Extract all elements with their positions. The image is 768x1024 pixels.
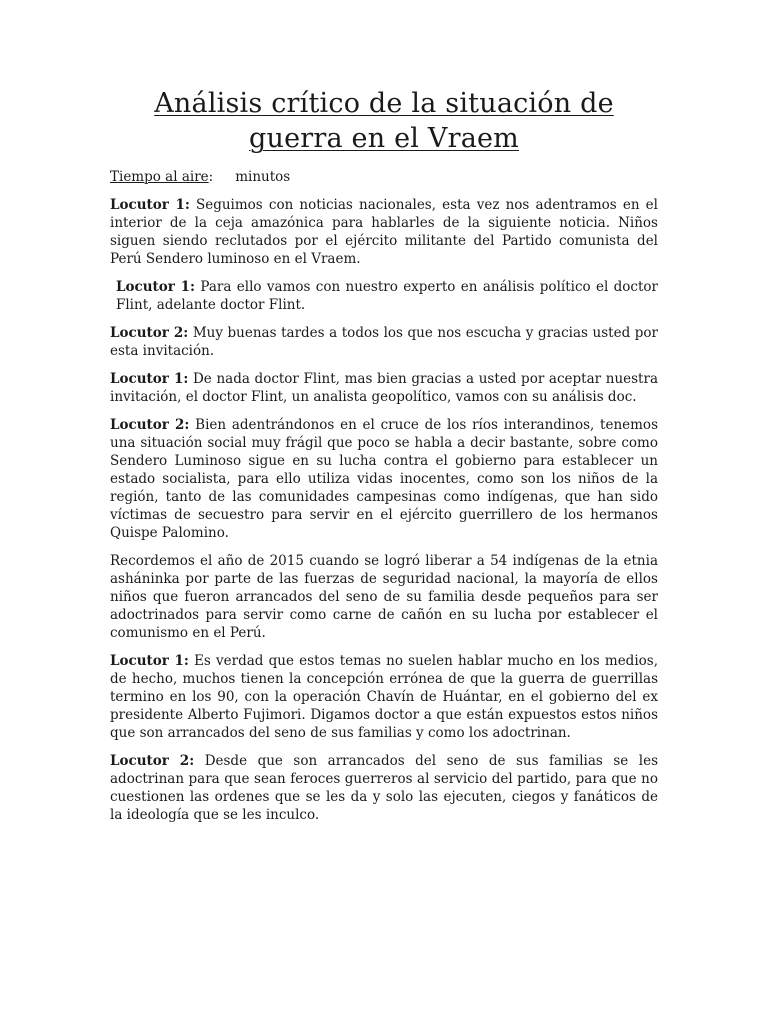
speaker-label: Locutor 2: [110, 753, 195, 769]
speaker-label: Locutor 1: [110, 653, 189, 669]
speaker-label: Locutor 1: [110, 371, 189, 387]
paragraph-4 [110, 370, 658, 406]
paragraph-5 [110, 416, 658, 542]
speaker-label: Locutor 1: [110, 197, 190, 213]
paragraph-8 [110, 752, 658, 824]
paragraph-text: Desde que son arrancados del seno de sus familias se les adoctrinan para que sean feroces guerreros al servicio del partido, para que no cuestionen las ordenes que se les da y solo las ejecuten, ciegos y fanáticos de la ideología que se les inculco. [110, 753, 658, 823]
airtime-colon: : [208, 169, 214, 185]
paragraph-7 [110, 652, 658, 742]
paragraph-text: Muy buenas tardes a todos los que nos escucha y gracias usted por esta invitación. [110, 325, 658, 359]
paragraph-6 [110, 552, 658, 642]
paragraph-3 [110, 324, 658, 360]
speaker-label: Locutor 2: [110, 417, 190, 433]
paragraph-text: Para ello vamos con nuestro experto en análisis político el doctor Flint, adelante doctor Flint. [116, 279, 658, 313]
document-title: Análisis crítico de la situación de guerra en el Vraem [154, 88, 614, 154]
paragraph-text: De nada doctor Flint, mas bien gracias a usted por aceptar nuestra invitación, el doctor Flint, un analista geopolítico, vamos con su análisis doc. [110, 371, 658, 405]
airtime-value: minutos [235, 169, 291, 185]
paragraph-text: Seguimos con noticias nacionales, esta vez nos adentramos en el interior de la ceja amazónica para hablarles de la siguiente noticia. Niños siguen siendo reclutados por el ejército militante del Partido comunista del Perú Sendero luminoso en el Vraem. [110, 197, 658, 267]
paragraph-2 [110, 278, 658, 314]
speaker-label: Locutor 2: [110, 325, 189, 341]
paragraph-text: Es verdad que estos temas no suelen hablar mucho en los medios, de hecho, muchos tienen la concepción errónea de que la guerra de guerrillas termino en los 90, con la operación Chavín de Huántar, en el gobierno del ex presidente Alberto Fujimori. Digamos doctor a que están expuestos estos niños que son arrancados del seno de sus familias y como los adoctrinan. [110, 653, 658, 741]
paragraph-text: Recordemos el año de 2015 cuando se logró liberar a 54 indígenas de la etnia asháninka por parte de las fuerzas de seguridad nacional, la mayoría de ellos niños que fueron arrancados del seno de su familia desde pequeños para ser adoctrinados para servir como carne de cañón en su lucha por establecer el comunismo en el Perú. [110, 553, 658, 641]
document-page [110, 86, 658, 834]
airtime-line [110, 168, 658, 186]
airtime-label: Tiempo al aire [110, 169, 209, 185]
paragraph-1 [110, 196, 658, 268]
paragraph-text: Bien adentrándonos en el cruce de los ríos interandinos, tenemos una situación social muy frágil que poco se habla a decir bastante, sobre como Sendero Luminoso sigue en su lucha contra el gobierno para establecer un estado socialista, para ello utiliza vidas inocentes, como son los niños de la región, tanto de las comunidades campesinas como indígenas, que han sido víctimas de secuestro para servir en el ejército guerrillero de los hermanos Quispe Palomino. [110, 417, 658, 541]
speaker-label: Locutor 1: [116, 279, 196, 295]
